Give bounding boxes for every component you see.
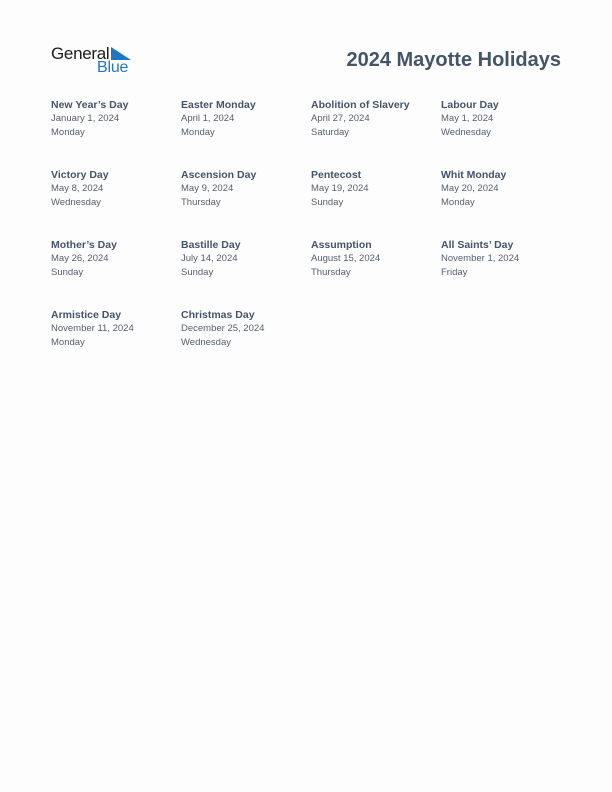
holiday-item <box>311 99 439 139</box>
holiday-date: April 27, 2024 <box>311 113 370 124</box>
holiday-weekday: Monday <box>51 336 85 348</box>
holiday-weekday: Monday <box>441 196 475 208</box>
holiday-name: New Year’s Day <box>51 99 129 111</box>
holiday-name: Christmas Day <box>181 309 255 321</box>
holiday-item <box>181 169 309 209</box>
holiday-date: May 20, 2024 <box>441 183 499 194</box>
logo-text-blue: Blue <box>97 59 129 76</box>
holiday-date: May 19, 2024 <box>311 183 369 194</box>
holiday-item <box>51 239 179 279</box>
generalblue-logo <box>51 44 141 78</box>
holiday-name: Ascension Day <box>181 169 257 181</box>
holiday-date: April 1, 2024 <box>181 113 235 124</box>
holiday-weekday: Saturday <box>311 126 350 138</box>
holiday-date: May 1, 2024 <box>441 113 494 124</box>
holiday-name: Bastille Day <box>181 239 241 251</box>
holiday-name: Whit Monday <box>441 169 507 181</box>
holiday-item <box>181 99 309 139</box>
holiday-weekday: Monday <box>181 126 215 138</box>
holiday-weekday: Thursday <box>311 266 351 278</box>
holiday-item <box>441 169 569 209</box>
holiday-date: November 11, 2024 <box>51 323 134 334</box>
holiday-date: May 8, 2024 <box>51 183 104 194</box>
holiday-item <box>441 239 569 279</box>
holiday-name: Mother’s Day <box>51 239 117 251</box>
holiday-weekday: Wednesday <box>51 196 101 208</box>
holiday-item <box>441 99 569 139</box>
page-title: 2024 Mayotte Holidays <box>346 49 561 71</box>
holiday-date: August 15, 2024 <box>311 253 381 264</box>
holiday-name: Assumption <box>311 239 372 251</box>
holiday-name: Easter Monday <box>181 99 256 111</box>
holiday-item <box>181 309 309 349</box>
holiday-weekday: Friday <box>441 266 468 278</box>
holiday-name: Pentecost <box>311 169 362 181</box>
holiday-date: January 1, 2024 <box>51 113 120 124</box>
holiday-date: December 25, 2024 <box>181 323 265 334</box>
holiday-date: May 26, 2024 <box>51 253 109 264</box>
holiday-weekday: Monday <box>51 126 85 138</box>
holiday-weekday: Sunday <box>181 266 214 278</box>
holiday-weekday: Sunday <box>51 266 84 278</box>
holiday-item <box>51 99 179 139</box>
holiday-name: Labour Day <box>441 99 499 111</box>
holiday-weekday: Wednesday <box>181 336 231 348</box>
holiday-name: All Saints’ Day <box>441 239 514 251</box>
holiday-name: Abolition of Slavery <box>311 99 410 111</box>
holiday-date: July 14, 2024 <box>181 253 238 264</box>
holiday-weekday: Wednesday <box>441 126 491 138</box>
holiday-name: Armistice Day <box>51 309 122 321</box>
holiday-item <box>311 169 439 209</box>
holiday-item <box>51 169 179 209</box>
holiday-date: November 1, 2024 <box>441 253 520 264</box>
holiday-weekday: Sunday <box>311 196 344 208</box>
logo-text-general: General <box>51 44 110 63</box>
holiday-date: May 9, 2024 <box>181 183 234 194</box>
holiday-item <box>51 309 179 349</box>
holiday-name: Victory Day <box>51 169 109 181</box>
holiday-weekday: Thursday <box>181 196 221 208</box>
holiday-item <box>181 239 309 279</box>
holiday-item <box>311 239 439 279</box>
